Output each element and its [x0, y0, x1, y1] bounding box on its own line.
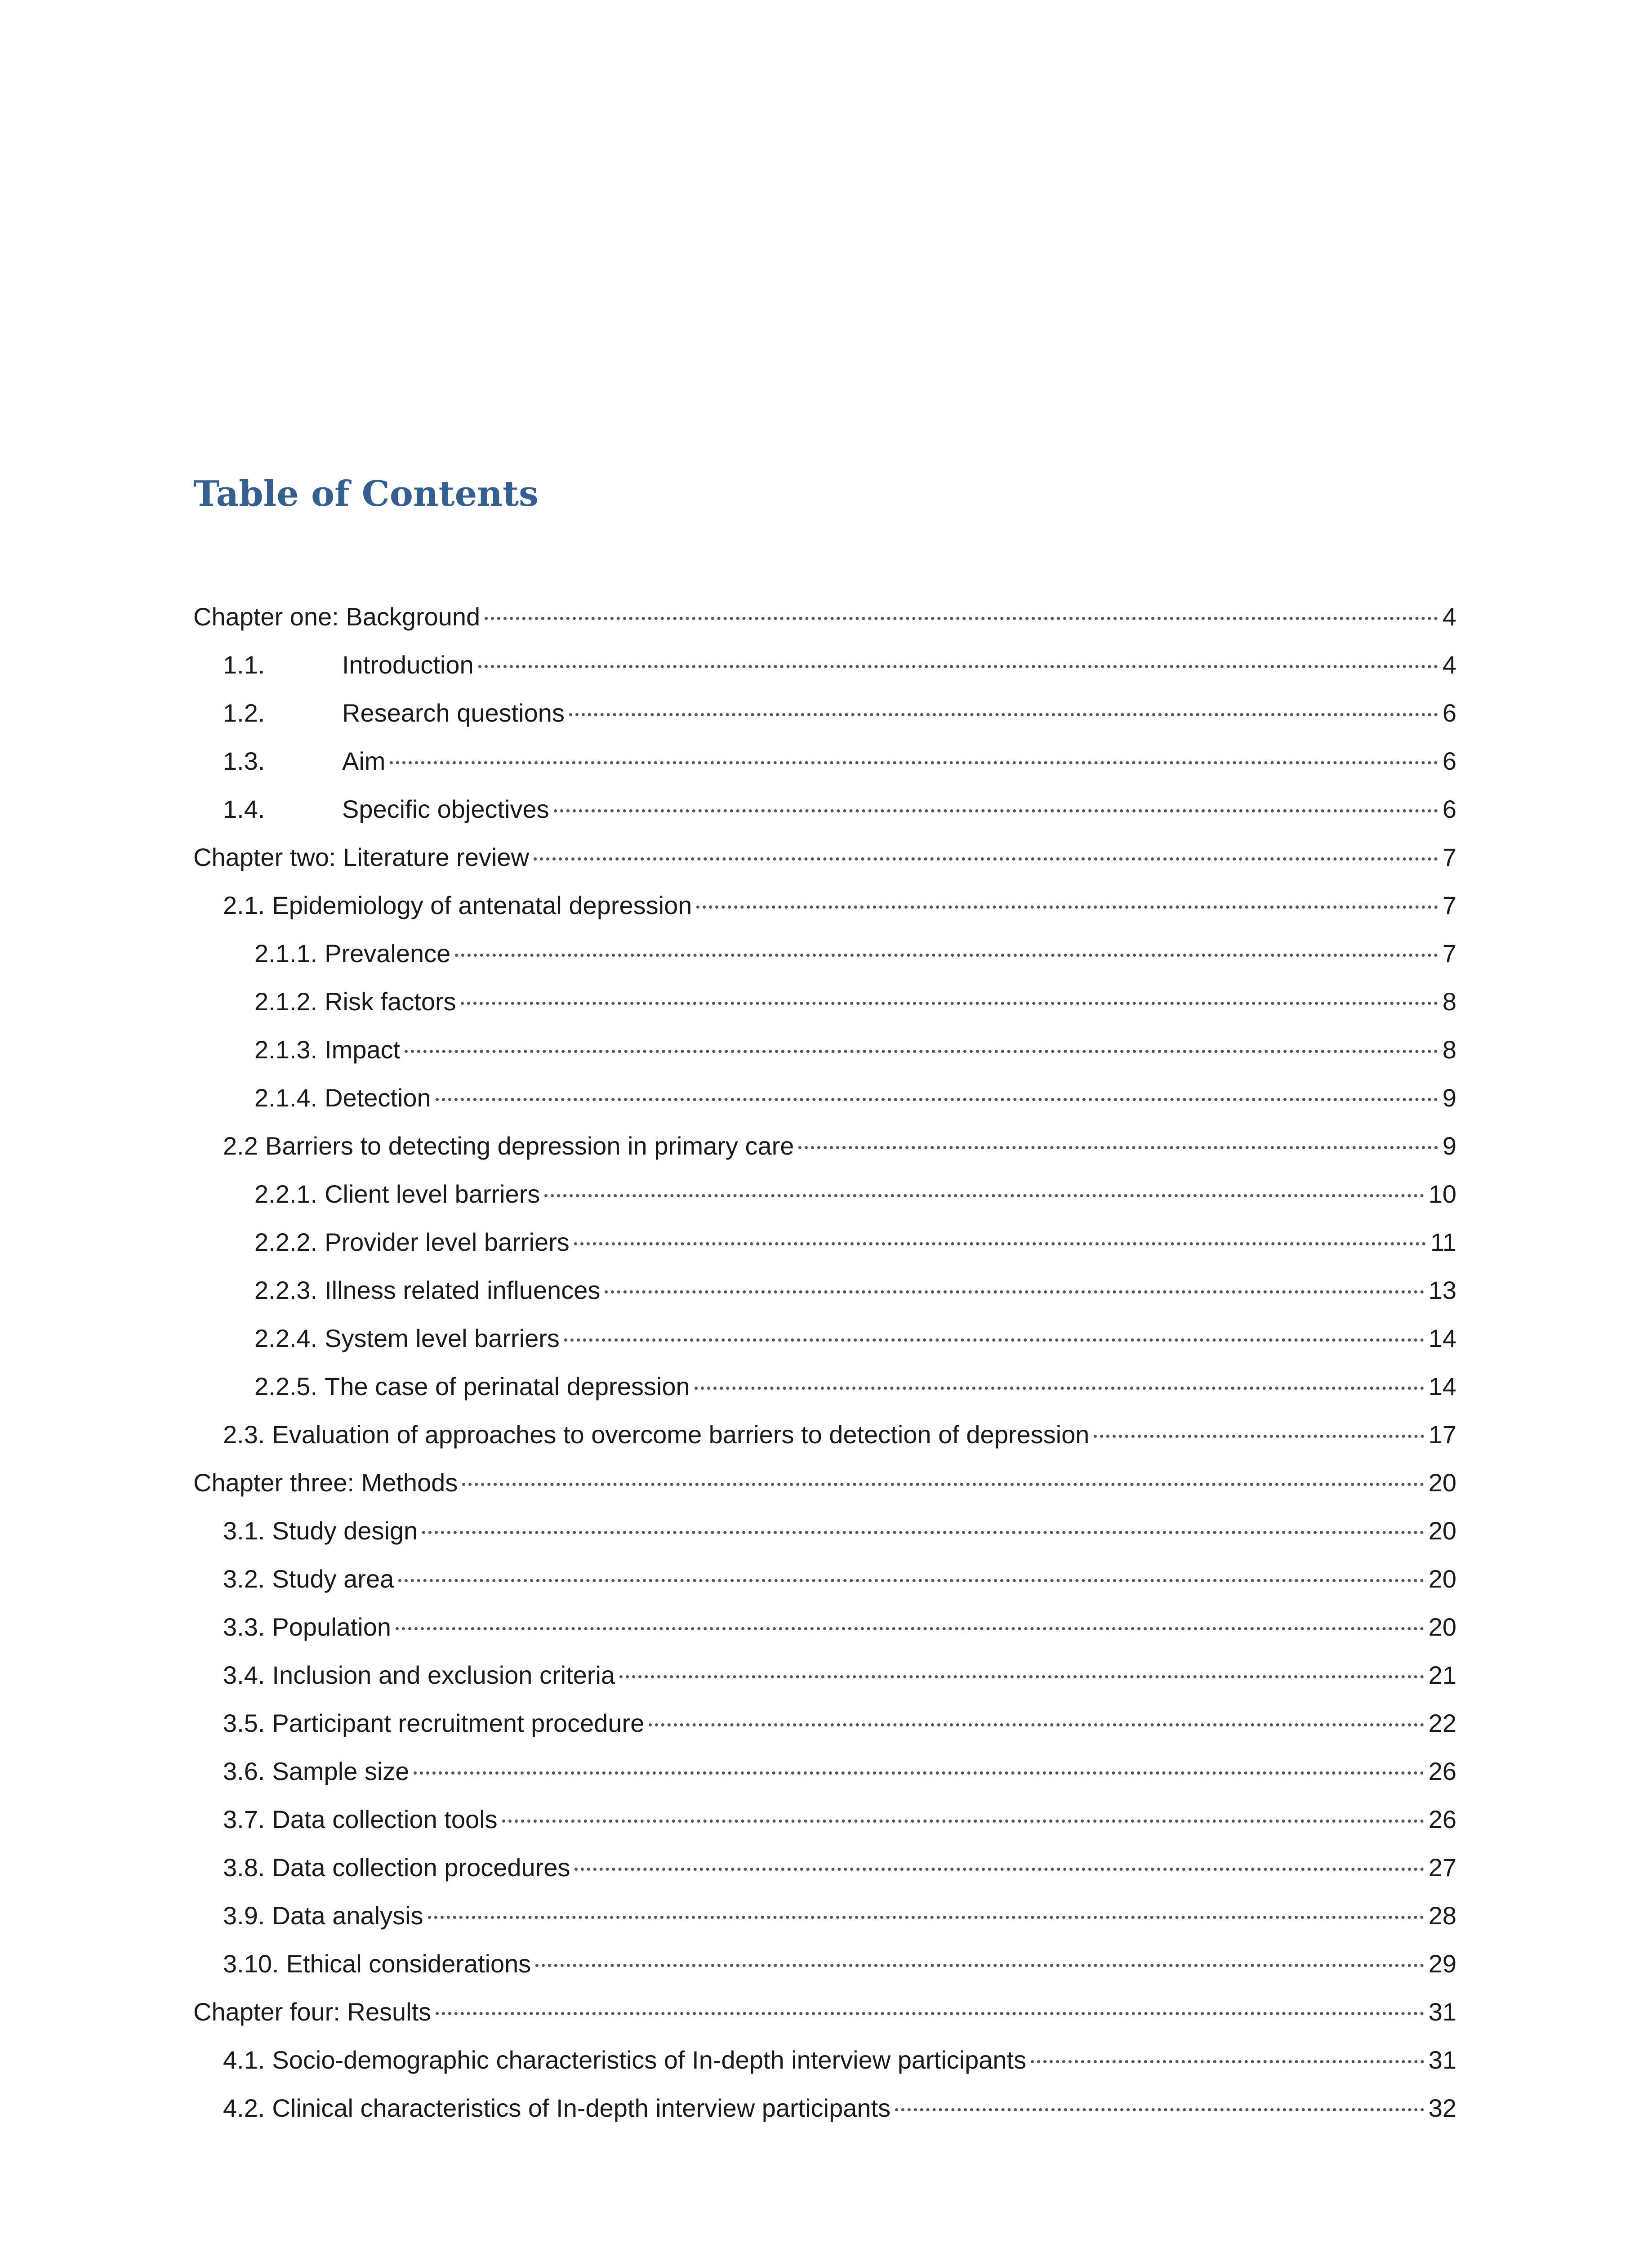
toc-dot-leader: [574, 1242, 1426, 1245]
toc-entry-number: 2.1.1.: [254, 939, 318, 968]
toc-entry-number: 3.2.: [223, 1565, 265, 1593]
toc-dot-leader: [422, 1531, 1424, 1534]
toc-entry-number: 2.2: [223, 1132, 258, 1160]
toc-page-number: 22: [1428, 1709, 1456, 1737]
toc-entry-number: 2.2.1.: [254, 1180, 318, 1208]
toc-entry-title: Epidemiology of antenatal depression: [272, 891, 692, 919]
toc-dot-leader: [396, 1627, 1424, 1630]
toc-page-number: 7: [1442, 939, 1456, 968]
toc-dot-leader: [895, 2108, 1424, 2111]
toc-dot-leader: [405, 1050, 1438, 1053]
toc-entry-number: 2.1.2.: [254, 987, 318, 1016]
toc-page-number: 8: [1442, 1035, 1456, 1064]
toc-page-number: 8: [1442, 987, 1456, 1016]
toc-entry-number: 1.4.: [223, 795, 265, 823]
toc-entry[interactable]: [193, 1603, 1456, 1651]
toc-entry-title: Sample size: [272, 1757, 410, 1785]
toc-entry[interactable]: [193, 1266, 1456, 1314]
toc-entry-number: 3.6.: [223, 1757, 265, 1785]
page-title: Table of Contents: [193, 473, 539, 514]
toc-entry-title: Chapter three: Methods: [193, 1468, 458, 1497]
toc-entry-number: 2.2.5.: [254, 1372, 318, 1401]
toc-entry-number: 3.3.: [223, 1613, 265, 1641]
toc-page-number: 27: [1428, 1853, 1456, 1882]
toc-entry-title: Socio-demographic characteristics of In-depth interview participants: [272, 2046, 1027, 2074]
toc-entry[interactable]: [193, 785, 1456, 833]
toc-entry-number: 2.2.2.: [254, 1228, 318, 1256]
toc-entry-title: Illness related influences: [325, 1276, 601, 1304]
toc-entry-title: Clinical characteristics of In-depth interview participants: [272, 2094, 891, 2122]
toc-dot-leader: [649, 1723, 1424, 1726]
toc-dot-leader: [436, 2012, 1424, 2015]
toc-dot-leader: [462, 1483, 1424, 1486]
toc-page-number: 20: [1428, 1565, 1456, 1593]
toc-entry-title: Introduction: [342, 651, 474, 679]
toc-dot-leader: [414, 1771, 1424, 1775]
toc-entry-title: Aim: [342, 747, 386, 775]
toc-entry[interactable]: [193, 881, 1456, 929]
toc-entry-number: 3.10.: [223, 1949, 279, 1978]
toc-page-number: 31: [1428, 1998, 1456, 2026]
toc-entry-number: 3.7.: [223, 1805, 265, 1833]
toc-dot-leader: [478, 665, 1438, 668]
toc-entry-number: 3.5.: [223, 1709, 265, 1737]
toc-entry-title: System level barriers: [325, 1324, 560, 1352]
toc-dot-leader: [436, 1098, 1438, 1101]
toc-entry-number: 1.3.: [223, 747, 265, 775]
toc-page-number: 20: [1428, 1517, 1456, 1545]
toc-entry-number: 2.1.4.: [254, 1084, 318, 1112]
toc-entry-title: Data collection tools: [272, 1805, 498, 1833]
toc-page-number: 10: [1428, 1180, 1456, 1208]
toc-page-number: 7: [1442, 843, 1456, 871]
toc-page-number: 6: [1442, 795, 1456, 823]
toc-entry-number: 2.3.: [223, 1420, 265, 1449]
toc-dot-leader: [554, 809, 1438, 812]
toc-entry-title: Inclusion and exclusion criteria: [272, 1661, 615, 1689]
toc-entry[interactable]: [193, 1314, 1456, 1362]
toc-entry-title: Chapter four: Results: [193, 1998, 432, 2026]
toc-page-number: 21: [1428, 1661, 1456, 1689]
toc-page-number: 28: [1428, 1901, 1456, 1930]
toc-entry-title: Detection: [325, 1084, 431, 1112]
toc-entry-title: Chapter two: Literature review: [193, 843, 530, 871]
toc-page-number: 29: [1428, 1949, 1456, 1978]
toc-entry-title: Study design: [272, 1517, 418, 1545]
toc-entry[interactable]: [193, 1362, 1456, 1410]
toc-entry[interactable]: [193, 641, 1456, 689]
toc-dot-leader: [1094, 1435, 1424, 1438]
toc-entry[interactable]: [193, 929, 1456, 977]
toc-page-number: 17: [1428, 1420, 1456, 1449]
toc-entry-title: Risk factors: [325, 987, 456, 1016]
toc-dot-leader: [564, 1338, 1424, 1342]
toc-page-number: 20: [1428, 1613, 1456, 1641]
toc-entry-number: 3.1.: [223, 1517, 265, 1545]
toc-entry-title: Ethical considerations: [286, 1949, 531, 1978]
toc-dot-leader: [502, 1820, 1424, 1823]
toc-entry-title: The case of perinatal depression: [325, 1372, 690, 1401]
table-of-contents: [193, 593, 1456, 2132]
toc-entry-title: Data collection procedures: [272, 1853, 570, 1882]
toc-page-number: 4: [1442, 602, 1456, 631]
toc-entry-number: 4.1.: [223, 2046, 265, 2074]
toc-entry-title: Chapter one: Background: [193, 602, 481, 631]
toc-page-number: 26: [1428, 1805, 1456, 1833]
toc-entry[interactable]: [193, 1988, 1456, 2036]
toc-entry[interactable]: [193, 1218, 1456, 1266]
toc-entry-number: 4.2.: [223, 2094, 265, 2122]
toc-entry-title: Evaluation of approaches to overcome barriers to detection of depression: [272, 1420, 1090, 1449]
toc-dot-leader: [1031, 2060, 1424, 2063]
toc-entry[interactable]: [193, 1170, 1456, 1218]
toc-entry[interactable]: [193, 1747, 1456, 1795]
toc-entry-title: Study area: [272, 1565, 394, 1593]
toc-page-number: 11: [1430, 1228, 1456, 1256]
toc-page-number: 13: [1428, 1276, 1456, 1304]
toc-dot-leader: [696, 905, 1438, 909]
toc-entry-title: Barriers to detecting depression in primary care: [265, 1132, 794, 1160]
toc-entry-title: Provider level barriers: [325, 1228, 570, 1256]
toc-entry-number: 3.8.: [223, 1853, 265, 1882]
toc-dot-leader: [455, 954, 1438, 957]
toc-entry[interactable]: [193, 1122, 1456, 1170]
toc-page-number: 9: [1442, 1084, 1456, 1112]
toc-entry[interactable]: [193, 593, 1456, 641]
toc-entry-title: Participant recruitment procedure: [272, 1709, 645, 1737]
toc-entry[interactable]: [193, 1940, 1456, 1988]
toc-entry[interactable]: [193, 737, 1456, 785]
toc-entry[interactable]: [193, 689, 1456, 737]
toc-page-number: 14: [1428, 1324, 1456, 1352]
toc-page-number: 4: [1442, 651, 1456, 679]
toc-dot-leader: [605, 1290, 1424, 1293]
toc-entry-title: Research questions: [342, 699, 565, 727]
toc-entry-number: 1.2.: [223, 699, 265, 727]
toc-dot-leader: [798, 1146, 1438, 1149]
toc-page-number: 31: [1428, 2046, 1456, 2074]
toc-page-number: 14: [1428, 1372, 1456, 1401]
toc-entry[interactable]: [193, 1026, 1456, 1074]
toc-entry[interactable]: [193, 977, 1456, 1026]
toc-entry[interactable]: [193, 1507, 1456, 1555]
toc-entry[interactable]: [193, 1555, 1456, 1603]
toc-entry-number: 1.1.: [223, 651, 265, 679]
toc-entry-title: Data analysis: [272, 1901, 423, 1930]
toc-page-number: 26: [1428, 1757, 1456, 1785]
toc-page-number: 20: [1428, 1468, 1456, 1497]
toc-entry-title: Population: [272, 1613, 392, 1641]
toc-entry[interactable]: [193, 1699, 1456, 1747]
toc-page-number: 6: [1442, 699, 1456, 727]
toc-dot-leader: [485, 617, 1438, 620]
toc-entry[interactable]: [193, 1410, 1456, 1459]
toc-dot-leader: [544, 1194, 1424, 1197]
toc-page-number: 32: [1428, 2094, 1456, 2122]
toc-page-number: 7: [1442, 891, 1456, 919]
toc-entry-title: Client level barriers: [325, 1180, 540, 1208]
toc-entry-number: 3.4.: [223, 1661, 265, 1689]
toc-entry-number: 2.2.4.: [254, 1324, 318, 1352]
toc-entry-number: 2.1.3.: [254, 1035, 318, 1064]
toc-entry[interactable]: [193, 1795, 1456, 1843]
toc-entry[interactable]: [193, 1459, 1456, 1507]
toc-dot-leader: [569, 713, 1438, 716]
toc-dot-leader: [619, 1675, 1424, 1678]
toc-page-number: 6: [1442, 747, 1456, 775]
toc-entry-number: 2.1.: [223, 891, 265, 919]
toc-entry-number: 2.2.3.: [254, 1276, 318, 1304]
toc-dot-leader: [534, 857, 1438, 861]
toc-entry[interactable]: [193, 2084, 1456, 2132]
toc-entry[interactable]: [193, 2036, 1456, 2084]
toc-entry-number: 3.9.: [223, 1901, 265, 1930]
toc-entry[interactable]: [193, 1074, 1456, 1122]
toc-dot-leader: [390, 761, 1438, 764]
toc-entry-title: Impact: [325, 1035, 401, 1064]
toc-dot-leader: [428, 1916, 1424, 1919]
toc-entry[interactable]: [193, 833, 1456, 881]
toc-dot-leader: [574, 1868, 1424, 1871]
toc-entry-title: Specific objectives: [342, 795, 549, 823]
toc-dot-leader: [461, 1002, 1438, 1005]
toc-entry[interactable]: [193, 1843, 1456, 1891]
toc-entry[interactable]: [193, 1651, 1456, 1699]
toc-entry-title: Prevalence: [325, 939, 451, 968]
toc-entry[interactable]: [193, 1891, 1456, 1940]
toc-dot-leader: [695, 1387, 1424, 1390]
toc-page-number: 9: [1442, 1132, 1456, 1160]
toc-dot-leader: [535, 1964, 1424, 1967]
toc-dot-leader: [398, 1579, 1424, 1582]
